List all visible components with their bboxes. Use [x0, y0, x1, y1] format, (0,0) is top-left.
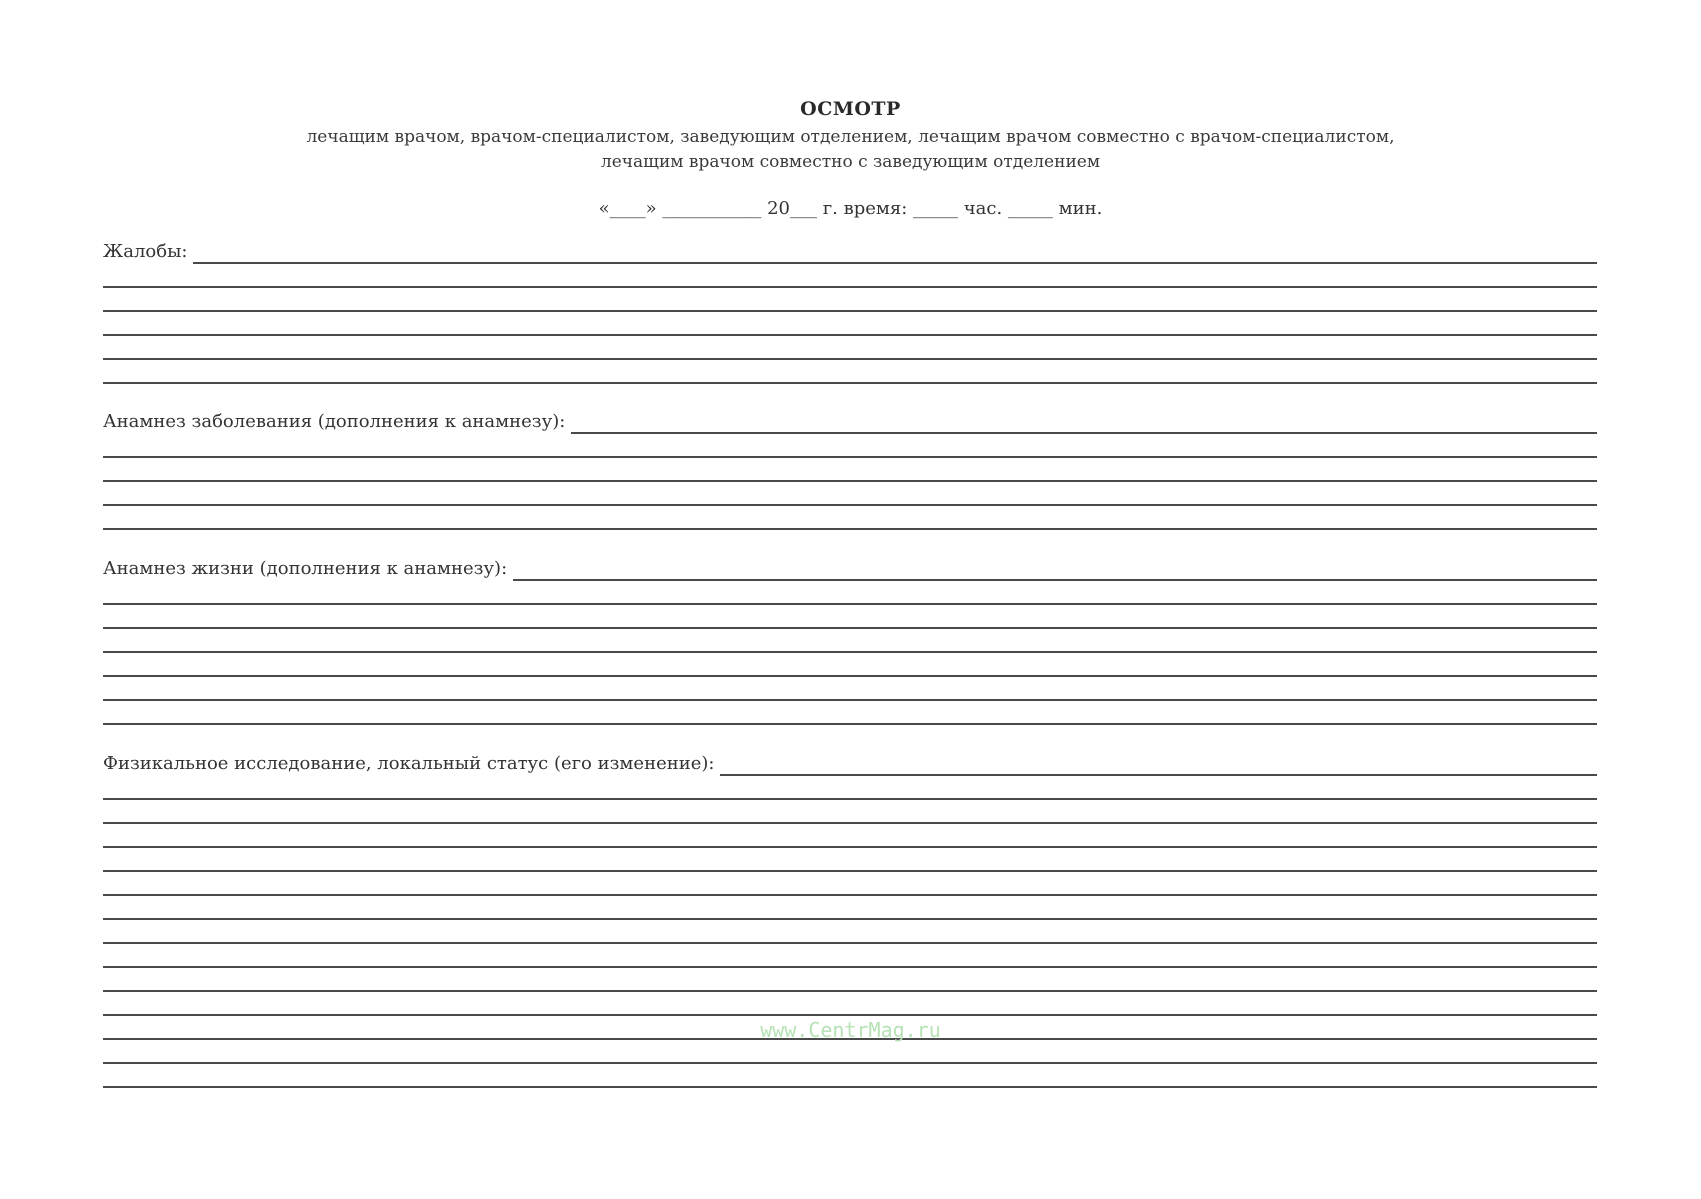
- write-line[interactable]: [103, 1040, 1597, 1064]
- disease-history-label-row: [103, 410, 1597, 434]
- write-line[interactable]: [103, 848, 1597, 872]
- write-line[interactable]: [103, 800, 1597, 824]
- write-line[interactable]: [103, 824, 1597, 848]
- complaints-section: [103, 240, 1597, 384]
- physical-exam-label: Физикальное исследование, локальный статус (его изменение):: [103, 753, 715, 774]
- write-line[interactable]: [103, 360, 1597, 384]
- write-line[interactable]: [103, 264, 1597, 288]
- write-line[interactable]: [103, 677, 1597, 701]
- form-subtitle-line2: лечащим врачом совместно с заведующим отделением: [600, 152, 1101, 172]
- write-line[interactable]: [103, 896, 1597, 920]
- write-line[interactable]: [103, 776, 1597, 800]
- write-line[interactable]: [103, 434, 1597, 458]
- write-line[interactable]: [571, 414, 1597, 434]
- life-history-label-row: [103, 557, 1597, 581]
- form-title: ОСМОТР: [800, 98, 901, 120]
- write-line[interactable]: [103, 701, 1597, 725]
- write-line[interactable]: [103, 458, 1597, 482]
- write-line[interactable]: [513, 561, 1597, 581]
- disease-history-label: Анамнез заболевания (дополнения к анамнезу):: [103, 411, 566, 432]
- life-history-section: [103, 557, 1597, 725]
- write-line[interactable]: [103, 920, 1597, 944]
- write-line[interactable]: [103, 872, 1597, 896]
- write-line[interactable]: [103, 1064, 1597, 1088]
- write-line[interactable]: [103, 336, 1597, 360]
- write-line[interactable]: [103, 992, 1597, 1016]
- write-line[interactable]: [103, 605, 1597, 629]
- write-line[interactable]: [193, 244, 1597, 264]
- watermark: www.CentrMag.ru: [760, 1018, 941, 1042]
- write-line[interactable]: [103, 581, 1597, 605]
- date-time-line: «____» ___________ 20___ г. время: _____ час. _____ мин.: [598, 198, 1103, 219]
- write-line[interactable]: [720, 756, 1597, 776]
- write-line[interactable]: [103, 629, 1597, 653]
- write-line[interactable]: [103, 312, 1597, 336]
- form-subtitle-line1: лечащим врачом, врачом-специалистом, заведующим отделением, лечащим врачом совместно с врачом-специалистом,: [306, 127, 1395, 147]
- write-line[interactable]: [103, 968, 1597, 992]
- write-line[interactable]: [103, 944, 1597, 968]
- complaints-label: Жалобы:: [103, 241, 188, 262]
- write-line[interactable]: [103, 288, 1597, 312]
- disease-history-section: [103, 410, 1597, 530]
- complaints-label-row: [103, 240, 1597, 264]
- write-line[interactable]: [103, 506, 1597, 530]
- write-line[interactable]: [103, 482, 1597, 506]
- write-line[interactable]: [103, 653, 1597, 677]
- physical-exam-label-row: [103, 752, 1597, 776]
- life-history-label: Анамнез жизни (дополнения к анамнезу):: [103, 558, 508, 579]
